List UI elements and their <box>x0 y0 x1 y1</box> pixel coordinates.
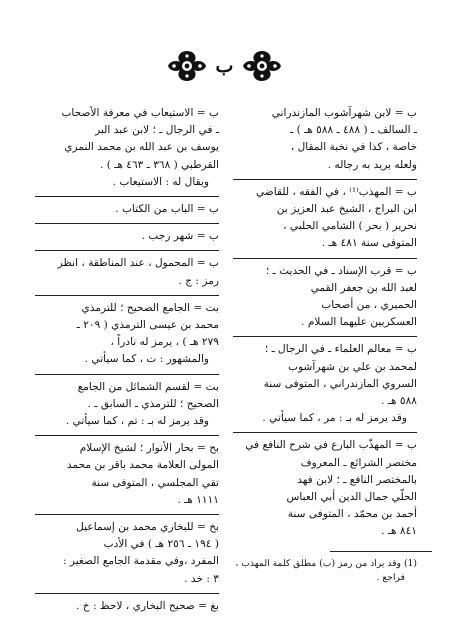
entry <box>35 254 219 295</box>
entry <box>233 183 417 259</box>
entry <box>35 299 219 375</box>
entry-line: تقي المجلسي ، المتوفى سنة <box>91 476 219 489</box>
footnote-divider <box>330 551 432 552</box>
entry-line: مختصر الشرائع ـ المعروف <box>300 456 417 469</box>
entry <box>35 518 219 594</box>
entry-line: الحلّي جمال الدين أبي العباس <box>286 491 417 504</box>
entry <box>35 200 219 224</box>
entry-line: بخ = للبخاري محمد بن إسماعيل <box>76 521 219 534</box>
footnote-line: فراجع . <box>376 572 405 583</box>
entry <box>35 378 219 437</box>
entry-line: المفرد ،وفي مقدمة الجامع الصغير : <box>62 555 219 568</box>
entry-line: المتوفى سنة ٤٨١ هـ . <box>321 237 417 250</box>
entry-line: ب = معالم العلماء ـ في الرجال ـ ؛ <box>264 343 417 356</box>
entry-line: ٣ : خد . <box>184 572 219 585</box>
entry-line: رمز : ج . <box>178 274 219 287</box>
left-column <box>35 104 219 623</box>
entry-line: محمد بن عيسى الترمذي ( ٢٠٩ ـ <box>76 319 219 332</box>
entry-note: ويقال له : الاستيعاب . <box>112 175 209 188</box>
entry-line: يوسف بن عبد الله بن محمد النمري <box>64 141 219 154</box>
entry <box>233 340 417 433</box>
entry-line: ولعله يريد به رجاله . <box>327 158 417 171</box>
entry-line: الصحيح ؛ للترمذي ـ السابق ـ . <box>87 397 219 410</box>
entry-line: أحمد بن محمّد ، المتوفى سنة <box>287 508 417 521</box>
entry-line: بت = الجامع الصحيح ؛ للترمذي <box>81 301 219 314</box>
entry-note: والمشهور : ت ، كما سيأتي . <box>84 353 209 366</box>
header-letter: ب <box>215 55 234 77</box>
entry-line: لمحمد بن علي بن شهرآشوب <box>288 360 417 373</box>
entry-line: ب = قرب الإسناد ـ في الحديث ـ ؛ <box>265 264 417 277</box>
entry-note: وقد يرمز له بـ : مر ، كما سيأتي . <box>262 412 407 425</box>
entry-line: الحميري ، من أصحاب <box>321 299 417 312</box>
entry-line: ٢٧٩ هـ ) ، يرمز له نادراً ، <box>110 336 219 349</box>
entry-line: بغ = صحيح البخاري ، لاحظ : خ . <box>76 599 219 612</box>
entry-line: المولى العلامة محمد باقر بن محمد <box>66 459 219 472</box>
left-ornament-icon <box>164 49 210 83</box>
entry-line: ب = شهر رجب . <box>141 230 219 243</box>
entry-line: ب = لابن شهرآشوب المازندراني <box>271 107 417 119</box>
entry <box>233 262 417 338</box>
entry-line: ٨٤١ هـ . <box>381 525 417 538</box>
right-column <box>233 104 417 549</box>
entry-line: بت = لقسم الشمائل من الجامع <box>77 380 219 393</box>
entry-note: وقد يرمز له بـ : تم ، كما سيأتي . <box>65 415 209 428</box>
entry-line: ـ السالف ـ ( ٤٨٨ ـ ٥٨٨ هـ ) ـ <box>290 124 417 137</box>
entry-line: ب = الاستيعاب في معرفة الأصحاب <box>61 107 219 119</box>
entry-line: ١١١١ هـ . <box>177 493 219 506</box>
entry-line: ب = المهذب⁽¹⁾ ، في الفقه ، للقاضي <box>255 185 417 198</box>
entry <box>35 227 219 251</box>
entry-line: بالمختصر النافع ـ ؛ لابن فهد <box>297 473 417 486</box>
entry-line: ابن البراج ، الشيخ عبد العزيز بن <box>276 203 417 216</box>
entry <box>233 436 417 545</box>
entry <box>233 104 417 180</box>
entry <box>35 439 219 515</box>
entry-line: ـ في الرجال ـ ؛ لابن عبد البر <box>95 124 219 137</box>
entry <box>35 597 219 620</box>
entry-line: ( ١٩٤ ـ ٢٥٦ هـ ) في الأدب <box>103 538 219 551</box>
footnote <box>233 557 417 585</box>
entry-line: ب = المهذّب البارع في شرح النافع في <box>245 439 417 452</box>
entry-line: نحرير ( بحر ) الشامي الحلبي ، <box>283 220 417 233</box>
entry-line: ب = المحمول ، عند المناطقة ، انظر <box>57 257 219 270</box>
entry-line: العسكريين عليهما السلام . <box>301 316 417 329</box>
entry-line: السروي المازندراني ، المتوفى سنة <box>263 377 417 390</box>
entry-line: ٥٨٨ هـ . <box>381 395 417 408</box>
entry-line: ب = الباب من الكتاب . <box>115 203 219 216</box>
footnote-line: (1) وقد يراد من رمز (ب) مطلق كلمة المهذب ، <box>235 558 417 569</box>
page-header <box>0 46 449 86</box>
entry-line: لعبد الله بن جعفر القمي <box>310 281 417 294</box>
entry-line: خاصة ، كذا في نخبة المقال ، <box>290 141 417 154</box>
entry <box>35 104 219 197</box>
entry-line: القرطبي ( ٣٦٨ ـ ٤٦٣ هـ ) . <box>100 158 219 171</box>
entry-line: بح = بحار الأنوار ؛ لشيخ الإسلام <box>79 442 219 455</box>
right-ornament-icon <box>239 49 285 83</box>
